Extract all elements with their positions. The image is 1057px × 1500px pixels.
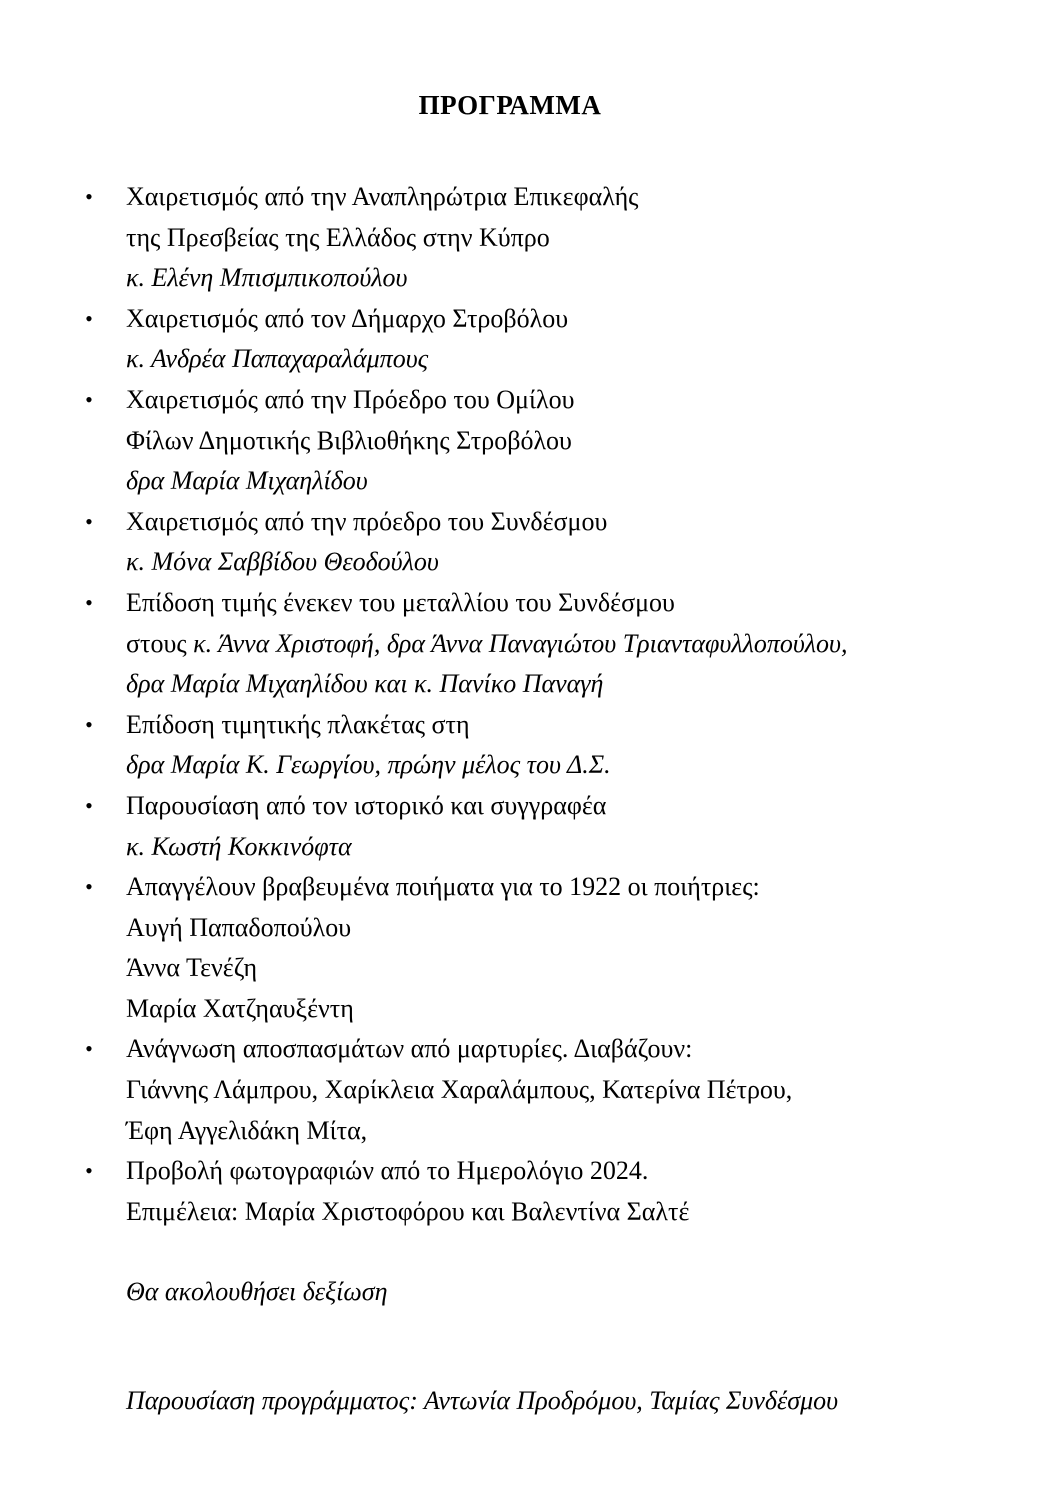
- list-item: [0, 177, 1057, 299]
- item-person: δρα Μαρία Κ. Γεωργίου, πρώην μέλος του Δ.Σ.: [126, 750, 611, 780]
- page-title: ΠΡΟΓΡΑΜΜΑ: [418, 90, 602, 120]
- item-text: Επιμέλεια: Μαρία Χριστοφόρου και Βαλεντίνα Σαλτέ: [126, 1196, 690, 1226]
- item-text: Ανάγνωση αποσπασμάτων από μαρτυρίες. Διαβάζουν:: [126, 1034, 693, 1064]
- bullet-icon: •: [85, 1036, 93, 1062]
- item-text: της Πρεσβείας της Ελλάδος στην Κύπρο: [126, 222, 550, 252]
- item-text: Έφη Αγγελιδάκη Μίτα,: [126, 1115, 368, 1145]
- list-item: [0, 583, 1057, 705]
- list-item: [0, 1151, 1057, 1232]
- reception-note: Θα ακολουθήσει δεξίωση: [126, 1277, 388, 1306]
- bullet-icon: •: [85, 874, 93, 900]
- bullet-icon: •: [85, 305, 93, 331]
- item-person: κ. Κωστή Κοκκινόφτα: [126, 831, 352, 861]
- item-text: Παρουσίαση από τον ιστορικό και συγγραφέα: [126, 790, 607, 820]
- item-text: Χαιρετισμός από την Αναπληρώτρια Επικεφαλής: [126, 182, 639, 211]
- bullet-icon: •: [85, 508, 93, 534]
- item-person: κ. Ανδρέα Παπαχαραλάμπους: [126, 344, 429, 374]
- item-text: Χαιρετισμός από τον Δήμαρχο Στροβόλου: [126, 303, 569, 333]
- bullet-icon: •: [85, 386, 93, 412]
- item-person: κ. Ελένη Μπισμπικοπούλου: [126, 263, 408, 293]
- program-list: [0, 177, 1057, 1232]
- item-text: Χαιρετισμός από την πρόεδρο του Συνδέσμου: [126, 506, 608, 536]
- bullet-icon: •: [85, 184, 93, 209]
- item-text: Χαιρετισμός από την Πρόεδρο του Ομίλου: [126, 384, 575, 414]
- list-item: [0, 867, 1057, 1029]
- item-text-mixed: [126, 624, 1057, 665]
- item-person: Αυγή Παπαδοπούλου: [126, 912, 352, 942]
- item-text: Προβολή φωτογραφιών από το Ημερολόγιο 2024.: [126, 1156, 649, 1186]
- item-text: Απαγγέλουν βραβευμένα ποιήματα για το 1922 οι ποιήτριες:: [126, 872, 760, 902]
- bullet-icon: •: [85, 792, 93, 818]
- list-item: [0, 502, 1057, 583]
- item-person: Μαρία Χατζηαυξέντη: [126, 993, 354, 1023]
- item-text: Γιάννης Λάμπρου, Χαρίκλεια Χαραλάμπους, Κατερίνα Πέτρου,: [126, 1075, 793, 1105]
- presenter-note: Παρουσίαση προγράμματος: Αντωνία Προδρόμου, Ταμίας Συνδέσμου: [126, 1386, 839, 1415]
- item-text: στους: [126, 628, 194, 658]
- item-person: δρα Μαρία Μιχαηλίδου: [126, 466, 368, 496]
- list-item: [0, 705, 1057, 786]
- item-person: Άννα Τενέζη: [126, 953, 258, 983]
- bullet-icon: •: [85, 1158, 93, 1184]
- list-item: [0, 380, 1057, 502]
- item-text: Επίδοση τιμητικής πλακέτας στη: [126, 709, 470, 739]
- item-person: δρα Μαρία Μιχαηλίδου και κ. Πανίκο Παναγή: [126, 669, 604, 699]
- item-text: Φίλων Δημοτικής Βιβλιοθήκης Στροβόλου: [126, 425, 572, 455]
- item-person: κ. Μόνα Σαββίδου Θεοδούλου: [126, 547, 439, 577]
- item-text: Επίδοση τιμής ένεκεν του μεταλλίου του Συνδέσμου: [126, 587, 675, 617]
- bullet-icon: •: [85, 711, 93, 737]
- bullet-icon: •: [85, 589, 93, 615]
- list-item: [0, 1029, 1057, 1151]
- list-item: [0, 299, 1057, 380]
- item-person: κ. Άννα Χριστοφή, δρα Άννα Παναγιώτου Τριανταφυλλοπούλου,: [193, 628, 848, 658]
- list-item: [0, 786, 1057, 867]
